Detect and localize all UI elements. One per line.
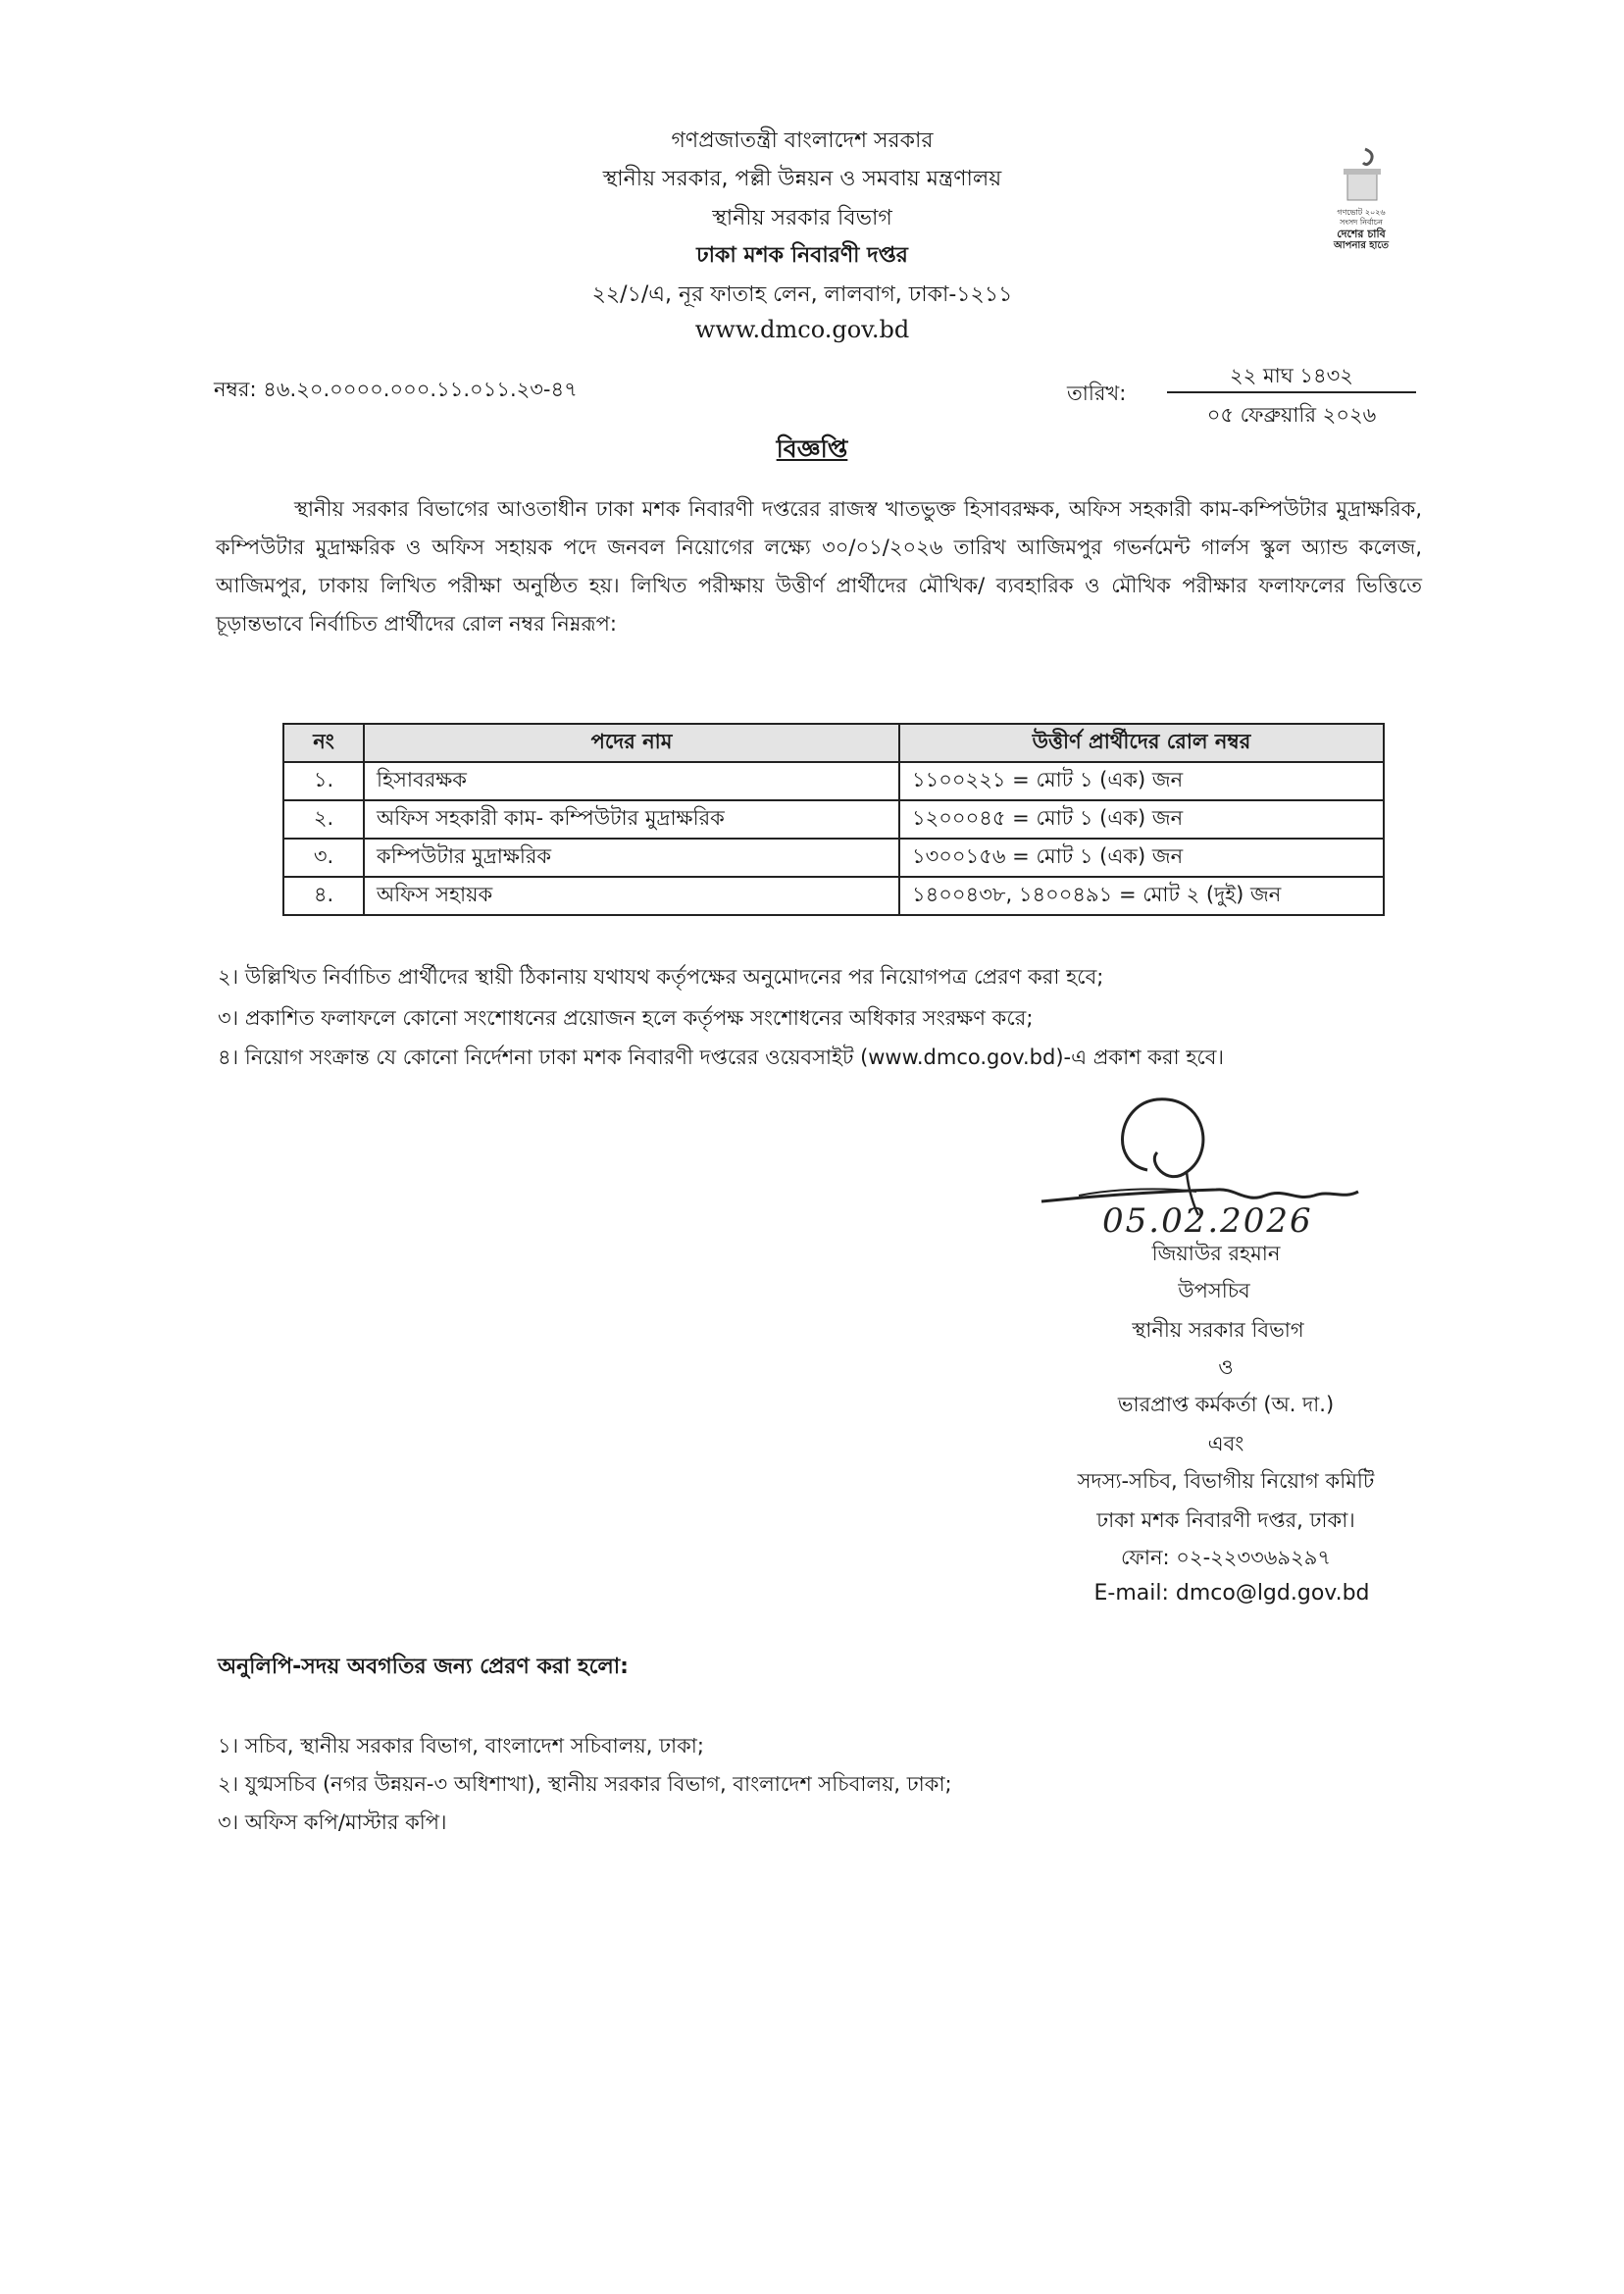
row-post: অফিস সহায়ক	[364, 877, 899, 915]
note-2: ২। উল্লিখিত নির্বাচিত প্রার্থীদের স্থায়ী ঠিকানায় যথাযথ কর্তৃপক্ষের অনুমোদনের পর নিয়োগপত্র প্রেরণ করা হবে;	[218, 965, 1104, 989]
row-rolls: ১২০০০৪৫ = মোট ১ (এক) জন	[899, 800, 1384, 839]
row-no: ২.	[283, 800, 364, 839]
signatory-and-2: এবং	[1207, 1432, 1244, 1455]
note-3: ৩। প্রকাশিত ফলাফলে কোনো সংশোধনের প্রয়োজন হলে কর্তৃপক্ষ সংশোধনের অধিকার সংরক্ষণ করে;	[218, 1006, 1034, 1030]
division-title: স্থানীয় সরকার বিভাগ	[712, 206, 892, 230]
row-post: হিসাবরক্ষক	[364, 762, 899, 800]
notice-body: স্থানীয় সরকার বিভাগের আওতাধীন ঢাকা মশক নিবারণী দপ্তরের রাজস্ব খাতভুক্ত হিসাবরক্ষক, অফিস সহকারী কাম-কম্পিউটার মুদ্রাক্ষরিক, কম্পিউটার মুদ্রাক্ষরিক ও অফিস সহায়ক পদে জনবল নিয়োগের লক্ষ্যে ৩০/০১/২০২৬ তারিখ আজিমপুর গভর্নমেন্ট গার্লস স্কুল অ্যান্ড কলেজ, আজিমপুর, ঢাকায় লিখিত পরীক্ষা অনুষ্ঠিত হয়। লিখিত পরীক্ষায় উত্তীর্ণ প্রার্থীদের মৌখিক/ ব্যবহারিক ও মৌখিক পরীক্ষার ফলাফলের ভিত্তিতে চূড়ান্তভাবে নির্বাচিত প্রার্থীদের রোল নম্বর নিম্নরূপ:	[216, 497, 1422, 636]
table-header-row	[283, 724, 1384, 762]
table-row	[283, 762, 1384, 800]
govt-title: গণপ্রজাতন্ত্রী বাংলাদেশ সরকার	[671, 128, 934, 153]
table-row	[283, 839, 1384, 877]
office-website: www.dmco.gov.bd	[694, 316, 910, 343]
ballot-box-icon	[1332, 147, 1391, 208]
signatory-phone: ফোন: ০২-২২৩৩৬৯২৯৭	[1121, 1546, 1331, 1569]
election-logo-line4: আপনার হাতে	[1334, 240, 1389, 251]
date-divider	[1167, 391, 1416, 393]
row-post: কম্পিউটার মুদ্রাক্ষরিক	[364, 839, 899, 877]
results-table	[282, 723, 1385, 916]
col-rolls: উত্তীর্ণ প্রার্থীদের রোল নম্বর	[899, 724, 1384, 762]
signatory-email: E-mail: dmco@lgd.gov.bd	[1093, 1581, 1370, 1606]
signature-date: 05.02.2026	[1102, 1201, 1313, 1241]
memo-number-value: ৪৬.২০.০০০০.০০০.১১.০১১.২৩-৪৭	[263, 378, 578, 401]
copy-to-item: ২। যুগ্মসচিব (নগর উন্নয়ন-৩ অধিশাখা), স্থানীয় সরকার বিভাগ, বাংলাদেশ সচিবালয়, ঢাকা;	[218, 1772, 952, 1796]
ministry-title: স্থানীয় সরকার, পল্লী উন্নয়ন ও সমবায় মন্ত্রণালয়	[602, 167, 1002, 191]
row-no: ৩.	[283, 839, 364, 877]
col-post: পদের নাম	[364, 724, 899, 762]
signatory-and-1: ও	[1218, 1355, 1234, 1379]
signatory-name: জিয়াউর রহমান	[1151, 1242, 1281, 1265]
signatory-committee: সদস্য-সচিব, বিভাগীয় নিয়োগ কমিটি	[1077, 1469, 1375, 1493]
signatory-role: ভারপ্রাপ্ত কর্মকর্তা (অ. দা.)	[1117, 1393, 1335, 1416]
signatory-office: ঢাকা মশক নিবারণী দপ্তর, ঢাকা।	[1096, 1508, 1355, 1532]
date-english: ০৫ ফেব্রুয়ারি ২০২৬	[1206, 403, 1377, 427]
office-address: ২২/১/এ, নূর ফাতাহ লেন, লালবাগ, ঢাকা-১২১১	[591, 282, 1013, 307]
row-rolls: ১৪০০৪৩৮, ১৪০০৪৯১ = মোট ২ (দুই) জন	[899, 877, 1384, 915]
memo-number-label: নম্বর:	[214, 378, 257, 401]
copy-to-item: ৩। অফিস কপি/মাস্টার কপি।	[218, 1810, 447, 1834]
election-logo-line2: সংসদ নির্বাচন	[1340, 218, 1383, 227]
election-logo-line3: দেশের চাবি	[1337, 228, 1386, 240]
row-no: ৪.	[283, 877, 364, 915]
table-row	[283, 877, 1384, 915]
election-logo-line1: গণভোট ২০২৬	[1337, 208, 1386, 217]
date-label: তারিখ:	[1067, 382, 1127, 405]
note-4: ৪। নিয়োগ সংক্রান্ত যে কোনো নির্দেশনা ঢাকা মশক নিবারণী দপ্তরের ওয়েবসাইট (www.dmco.gov.bd)-এ প্রকাশ করা হবে।	[218, 1045, 1224, 1069]
memo-number	[214, 374, 578, 408]
row-post: অফিস সহকারী কাম- কম্পিউটার মুদ্রাক্ষরিক	[364, 800, 899, 839]
notice-title: বিজ্ঞপ্তি	[776, 434, 848, 463]
copy-to-item: ১। সচিব, স্থানীয় সরকার বিভাগ, বাংলাদেশ সচিবালয়, ঢাকা;	[218, 1734, 704, 1758]
table-row	[283, 800, 1384, 839]
election-logo	[1312, 147, 1410, 252]
row-no: ১.	[283, 762, 364, 800]
copy-to-heading: অনুলিপি-সদয় অবগতির জন্য প্রেরণ করা হলো:	[218, 1655, 629, 1679]
signatory-designation: উপসচিব	[1178, 1279, 1250, 1302]
row-rolls: ১১০০২২১ = মোট ১ (এক) জন	[899, 762, 1384, 800]
date-bangla: ২২ মাঘ ১৪৩২	[1230, 364, 1353, 387]
signatory-division: স্থানীয় সরকার বিভাগ	[1132, 1318, 1304, 1342]
row-rolls: ১৩০০১৫৬ = মোট ১ (এক) জন	[899, 839, 1384, 877]
col-no: নং	[283, 724, 364, 762]
office-title: ঢাকা মশক নিবারণী দপ্তর	[696, 243, 908, 268]
